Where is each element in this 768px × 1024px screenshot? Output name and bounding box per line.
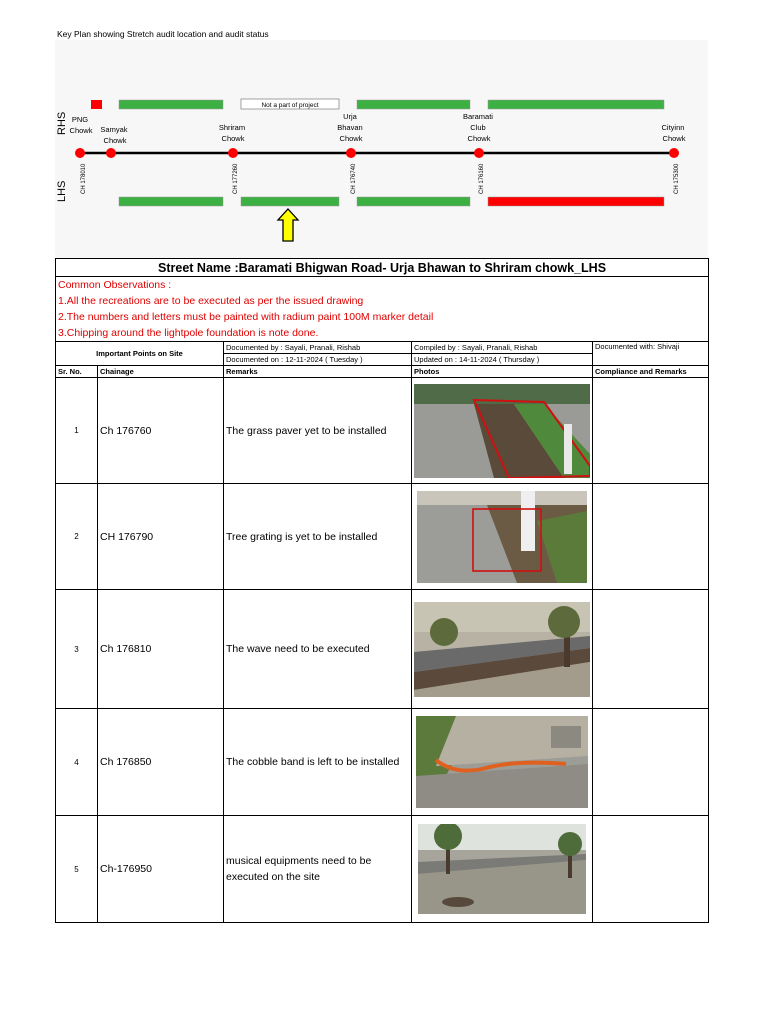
table-row [56, 378, 709, 484]
remark: The wave need to be executed [224, 590, 412, 709]
photo-cell [412, 590, 593, 709]
compliance-cell [593, 590, 709, 709]
observations-heading: Common Observations : [58, 279, 172, 291]
key-plan-diagram [55, 40, 708, 258]
lhs-label: LHS [56, 180, 68, 202]
table-row [56, 816, 709, 923]
chainage: Ch 176760 [98, 378, 224, 484]
sr-no: 3 [56, 590, 98, 709]
photo-cell [412, 709, 593, 816]
chainage: Ch 176850 [98, 709, 224, 816]
site-photo[interactable] [416, 716, 588, 808]
lhs-status-bar [357, 197, 470, 206]
lhs-status-bar [241, 197, 339, 206]
lhs-status-red [488, 197, 664, 206]
key-plan-svg [55, 40, 708, 258]
key-plan-caption: Key Plan showing Stretch audit location and audit status [57, 29, 269, 39]
location-node [346, 148, 356, 158]
compliance-cell [593, 709, 709, 816]
rhs-label: RHS [56, 111, 68, 135]
location-label: Shriram Chowk [218, 123, 246, 143]
documented-with: Documented with: Shivaji [593, 342, 709, 366]
sr-no: 1 [56, 378, 98, 484]
chainage-label: CH 178010 [81, 163, 87, 194]
location-node [669, 148, 679, 158]
table-row [56, 709, 709, 816]
location-node [228, 148, 238, 158]
observation-item: 2.The numbers and letters must be painted with radium paint 100M marker detail [58, 311, 434, 323]
sr-no: 5 [56, 816, 98, 923]
table-row [56, 590, 709, 709]
column-header: Compliance and Remarks [593, 366, 709, 378]
chainage-label: CH 175300 [674, 163, 680, 194]
sr-no: 4 [56, 709, 98, 816]
location-label: Baramati Club Chowk [462, 112, 493, 143]
location-label: Samyak Chowk [100, 125, 128, 145]
chainage-label: CH 177260 [233, 163, 239, 194]
sr-no: 2 [56, 484, 98, 590]
remark: The cobble band is left to be installed [224, 709, 412, 816]
location-label: Cityinn Chowk [661, 123, 686, 143]
compiled-by: Compiled by : Sayali, Pranali, Rishab [412, 342, 593, 354]
location-node [474, 148, 484, 158]
photo-cell [412, 816, 593, 923]
chainage-label: CH 176160 [479, 163, 485, 194]
site-photo[interactable] [417, 491, 587, 583]
column-header: Remarks [224, 366, 412, 378]
photo-cell [412, 484, 593, 590]
compliance-cell [593, 816, 709, 923]
site-photo[interactable] [414, 384, 590, 478]
photo-cell [412, 378, 593, 484]
site-photo[interactable] [414, 602, 590, 697]
column-header: Photos [412, 366, 593, 378]
observation-item: 3.Chipping around the lightpole foundation is note done. [58, 327, 319, 339]
important-points-label: Important Points on Site [56, 342, 224, 366]
compliance-cell [593, 484, 709, 590]
remark: Tree grating is yet to be installed [224, 484, 412, 590]
documented-by: Documented by : Sayali, Pranali, Rishab [224, 342, 412, 354]
location-node [106, 148, 116, 158]
chainage: Ch-176950 [98, 816, 224, 923]
chainage: CH 176790 [98, 484, 224, 590]
location-node [75, 148, 85, 158]
documented-on: Documented on : 12-11-2024 ( Tuesday ) [224, 354, 412, 366]
audit-sheet [55, 258, 709, 923]
rhs-status-bar [488, 100, 664, 109]
chainage: Ch 176810 [98, 590, 224, 709]
lhs-status-bar [119, 197, 223, 206]
audit-location-arrow-icon [278, 209, 298, 241]
remark: musical equipments need to be executed on the site [224, 816, 412, 923]
location-label: PNG Chowk [69, 115, 93, 135]
column-header: Chainage [98, 366, 224, 378]
location-label: Urja Bhavan Chowk [337, 112, 363, 143]
site-photo[interactable] [418, 824, 586, 914]
observation-item: 1.All the recreations are to be executed as per the issued drawing [58, 295, 364, 307]
remark: The grass paver yet to be installed [224, 378, 412, 484]
street-name: Street Name :Baramati Bhigwan Road- Urja Bhawan to Shriram chowk_LHS [56, 259, 709, 277]
rhs-status-bar [357, 100, 470, 109]
rhs-status-bar [119, 100, 223, 109]
table-row [56, 484, 709, 590]
column-header: Sr. No. [56, 366, 98, 378]
rhs-status-red [91, 100, 102, 109]
common-observations [56, 277, 709, 342]
chainage-label: CH 176740 [351, 163, 357, 194]
not-part-label: Not a part of project [261, 102, 319, 109]
compliance-cell [593, 378, 709, 484]
updated-on: Updated on : 14-11-2024 ( Thursday ) [412, 354, 593, 366]
